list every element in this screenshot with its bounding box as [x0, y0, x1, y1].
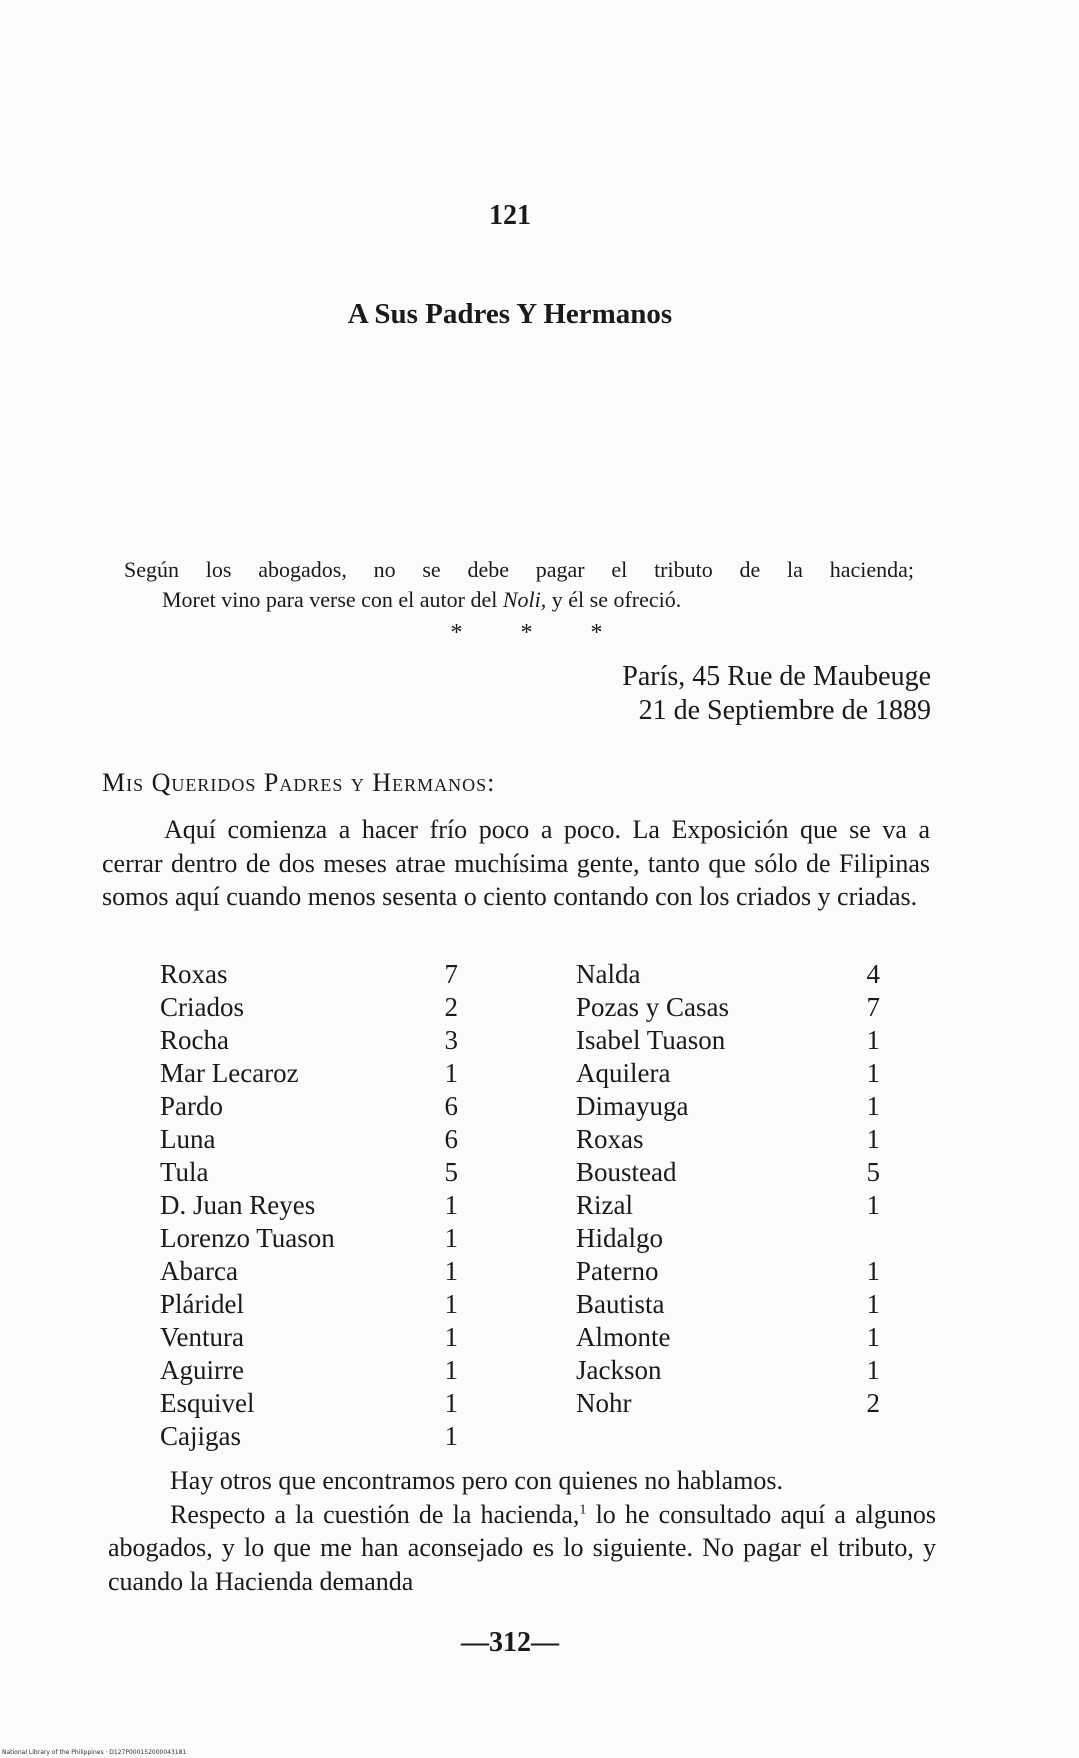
attendee-name: Aquilera [576, 1058, 671, 1088]
attendee-count: 1 [444, 1190, 458, 1220]
attendee-row [160, 1420, 460, 1453]
attendee-count: 1 [444, 1256, 458, 1286]
section-separator: * * * [450, 620, 629, 646]
attendee-count: 1 [866, 1091, 880, 1121]
attendee-count: 1 [444, 1289, 458, 1319]
attendee-count: 1 [444, 1421, 458, 1451]
attendee-row [160, 1090, 460, 1123]
attendee-row [160, 958, 460, 991]
attendee-name: Roxas [576, 1124, 644, 1154]
attendee-row [576, 1156, 880, 1189]
attendee-row [576, 1057, 880, 1090]
attendee-row [160, 1189, 460, 1222]
attendee-count: 1 [866, 1289, 880, 1319]
paragraph-3: Respecto a la cuestión de la hacienda,$^1$ lo he consultado aquí a algunos abogados, y lo que me han aconsejado es lo siguiente. No pagar el tributo, y cuando la Hacienda demanda [108, 1499, 936, 1596]
attendee-row [160, 1321, 460, 1354]
library-watermark: National Library of the Philippines · D127P000152000043181 [2, 1749, 187, 1756]
attendee-row [160, 1057, 460, 1090]
attendee-name: Mar Lecaroz [160, 1058, 299, 1088]
attendee-count: 1 [444, 1058, 458, 1088]
footnote-marker: 1 [579, 1501, 587, 1517]
attendee-count: 5 [444, 1157, 458, 1187]
attendee-row [576, 958, 880, 991]
attendee-row [576, 1189, 880, 1222]
attendee-count: 1 [444, 1223, 458, 1253]
attendee-row [576, 1123, 880, 1156]
attendee-row [576, 1090, 880, 1123]
attendee-count: 1 [866, 1025, 880, 1055]
attendee-name: Luna [160, 1124, 216, 1154]
attendee-count: 1 [866, 1322, 880, 1352]
attendee-row [160, 1354, 460, 1387]
letter-summary [124, 555, 914, 615]
attendee-name: Esquivel [160, 1388, 255, 1418]
attendee-row [160, 1156, 460, 1189]
attendee-row [576, 1321, 880, 1354]
attendee-row [160, 1387, 460, 1420]
salutation: Mis Queridos Padres y Hermanos: [102, 768, 496, 797]
attendee-count: 7 [866, 992, 880, 1022]
attendee-count: 2 [444, 992, 458, 1022]
attendee-name: Isabel Tuason [576, 1025, 726, 1055]
attendee-row [576, 1222, 876, 1255]
attendee-count: 4 [866, 959, 880, 989]
attendee-row [576, 1354, 880, 1387]
attendee-count: 2 [866, 1388, 880, 1418]
attendee-count: 1 [444, 1355, 458, 1385]
attendee-name: Ventura [160, 1322, 244, 1352]
attendee-name: Lorenzo Tuason [160, 1223, 335, 1253]
footer-page-number: —312— [461, 1627, 559, 1658]
attendee-list-right-column [576, 958, 880, 1420]
attendee-count: 1 [866, 1190, 880, 1220]
attendee-list-left-column [160, 958, 460, 1453]
dateline [622, 660, 931, 728]
attendee-name: Aguirre [160, 1355, 244, 1385]
attendee-row [576, 1288, 880, 1321]
attendee-name: Almonte [576, 1322, 671, 1352]
attendee-count: 1 [866, 1058, 880, 1088]
attendee-row [160, 1222, 460, 1255]
dateline-date: 21 de Septiembre de 1889 [638, 695, 931, 726]
attendee-count: 6 [444, 1124, 458, 1154]
attendee-name: Bautista [576, 1289, 665, 1319]
attendee-row [576, 991, 880, 1024]
attendee-name: Dimayuga [576, 1091, 689, 1121]
attendee-name: Rizal [576, 1190, 633, 1220]
attendee-row [160, 1024, 460, 1057]
attendee-row [160, 1123, 460, 1156]
attendee-name: Boustead [576, 1157, 677, 1187]
attendee-row [160, 991, 460, 1024]
attendee-row [576, 1255, 880, 1288]
attendee-count: 5 [866, 1157, 880, 1187]
attendee-name: Pláridel [160, 1289, 244, 1319]
paragraph-2: Hay otros que encontramos pero con quienes no hablamos. [170, 1466, 784, 1495]
attendee-count: 6 [444, 1091, 458, 1121]
paragraph-1: Aquí comienza a hacer frío poco a poco. La Exposición que se va a cerrar dentro de dos meses atrae muchísima gente, tanto que sólo de Filipinas somos aquí cuando menos sesenta o ciento contando con los criados y criadas. [102, 815, 930, 911]
attendee-name: D. Juan Reyes [160, 1190, 316, 1220]
attendee-count: 1 [866, 1256, 880, 1286]
attendee-name: Roxas [160, 959, 228, 989]
paragraph-exposition [102, 813, 930, 914]
attendee-count: 3 [444, 1025, 458, 1055]
dateline-place: París, 45 Rue de Maubeuge [622, 661, 931, 692]
attendee-row [576, 1387, 880, 1420]
book-title-noli: Noli, [502, 587, 547, 612]
attendee-name: Pozas y Casas [576, 992, 729, 1022]
attendee-name: Nohr [576, 1388, 632, 1418]
attendee-count: 7 [444, 959, 458, 989]
attendee-name: Paterno [576, 1256, 659, 1286]
summary-line-1: Según los abogados, no se debe pagar el tributo de la hacienda; [124, 557, 914, 582]
attendee-name: Pardo [160, 1091, 223, 1121]
attendee-row [576, 1024, 880, 1057]
letter-title: A Sus Padres Y Hermanos [347, 298, 673, 330]
attendee-row [160, 1255, 460, 1288]
attendee-count: 1 [866, 1355, 880, 1385]
attendee-name: Abarca [160, 1256, 238, 1286]
attendee-count: 1 [444, 1322, 458, 1352]
paragraph-hacienda [108, 1464, 936, 1598]
attendee-row [160, 1288, 460, 1321]
attendee-name: Hidalgo [576, 1223, 663, 1253]
attendee-count: 1 [866, 1124, 880, 1154]
attendee-name: Criados [160, 992, 244, 1022]
summary-line-2: Moret vino para verse con el autor del Noli, y él se ofreció. [162, 587, 682, 612]
attendee-name: Cajigas [160, 1421, 241, 1451]
attendee-name: Nalda [576, 959, 641, 989]
attendee-name: Jackson [576, 1355, 662, 1385]
attendee-count: 1 [444, 1388, 458, 1418]
page-number: 121 [489, 200, 531, 231]
attendee-name: Rocha [160, 1025, 229, 1055]
attendee-name: Tula [160, 1157, 209, 1187]
